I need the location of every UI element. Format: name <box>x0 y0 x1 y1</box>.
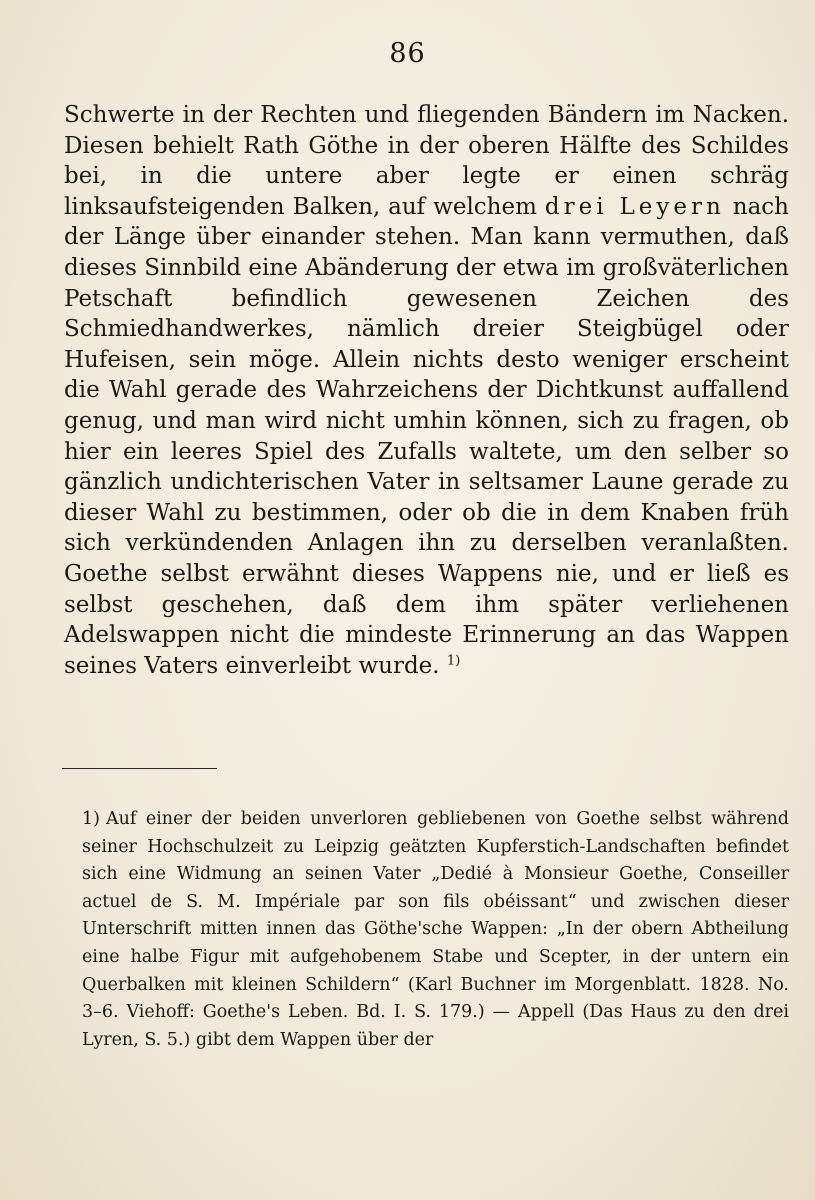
body-text-part2: nach der Länge über einander stehen. Man kann vermuthen, daß dieses Sinnbild eine Abänderung der etwa im großväterlichen Petschaft befindlich gewesenen Zeichen des Schmiedhandwerkes, nämlich dreier Steigbügel oder Hufeisen, sein möge. Allein nichts desto weniger erscheint die Wahl gerade des Wahrzeichens der Dichtkunst auffallend genug, und man wird nicht umhin können, sich zu fragen, ob hier ein leeres Spiel des Zufalls waltete, um den selber so gänzlich undichterischen Vater in seltsamer Laune gerade zu dieser Wahl zu bestimmen, oder ob die in dem Knaben früh sich verkündenden Anlagen ihn zu derselben veranlaßten. Goethe selbst erwähnt dieses Wappens nie, und er ließ es selbst geschehen, daß dem ihm später verliehenen Adelswappen nicht die mindeste Erinnerung an das Wappen seines Vaters einverleibt wurde. <box>64 193 789 679</box>
footnote-separator <box>62 768 217 769</box>
footnote-reference: 1) <box>446 653 461 669</box>
footnote <box>82 806 789 1054</box>
body-text-spaced: drei Leyern <box>544 193 725 220</box>
footnote-text: Auf einer der beiden unverloren gebliebenen von Goethe selbst während seiner Hochschulzeit zu Leipzig geätzten Kupferstich-Landschaften befindet sich eine Widmung an seinen Vater „Dedié à Monsieur Goethe, Conseiller actuel de S. M. Impériale par son fils obéissant“ und zwischen dieser Unterschrift mitten innen das Göthe'sche Wappen: „In der obern Abtheilung eine halbe Figur mit aufgehobenem Stabe und Scepter, in der untern ein Querbalken mit kleinen Schildern“ (Karl Buchner im Morgenblatt. 1828. No. 3–6. Viehoff: Goethe's Leben. Bd. I. S. 179.) — Appell (Das Haus zu den drei Lyren, S. 5.) gibt dem Wappen über der <box>82 809 789 1050</box>
body-text-part1: Schwerte in der Rechten und fliegenden Bändern im Nacken. Diesen behielt Rath Göthe in der oberen Hälfte des Schildes bei, in die untere aber legte er einen schräg linksaufsteigenden Balken, auf welchem <box>64 102 789 220</box>
body-paragraph <box>64 100 789 681</box>
footnote-marker: 1) <box>82 809 100 829</box>
page-number: 86 <box>389 38 426 69</box>
